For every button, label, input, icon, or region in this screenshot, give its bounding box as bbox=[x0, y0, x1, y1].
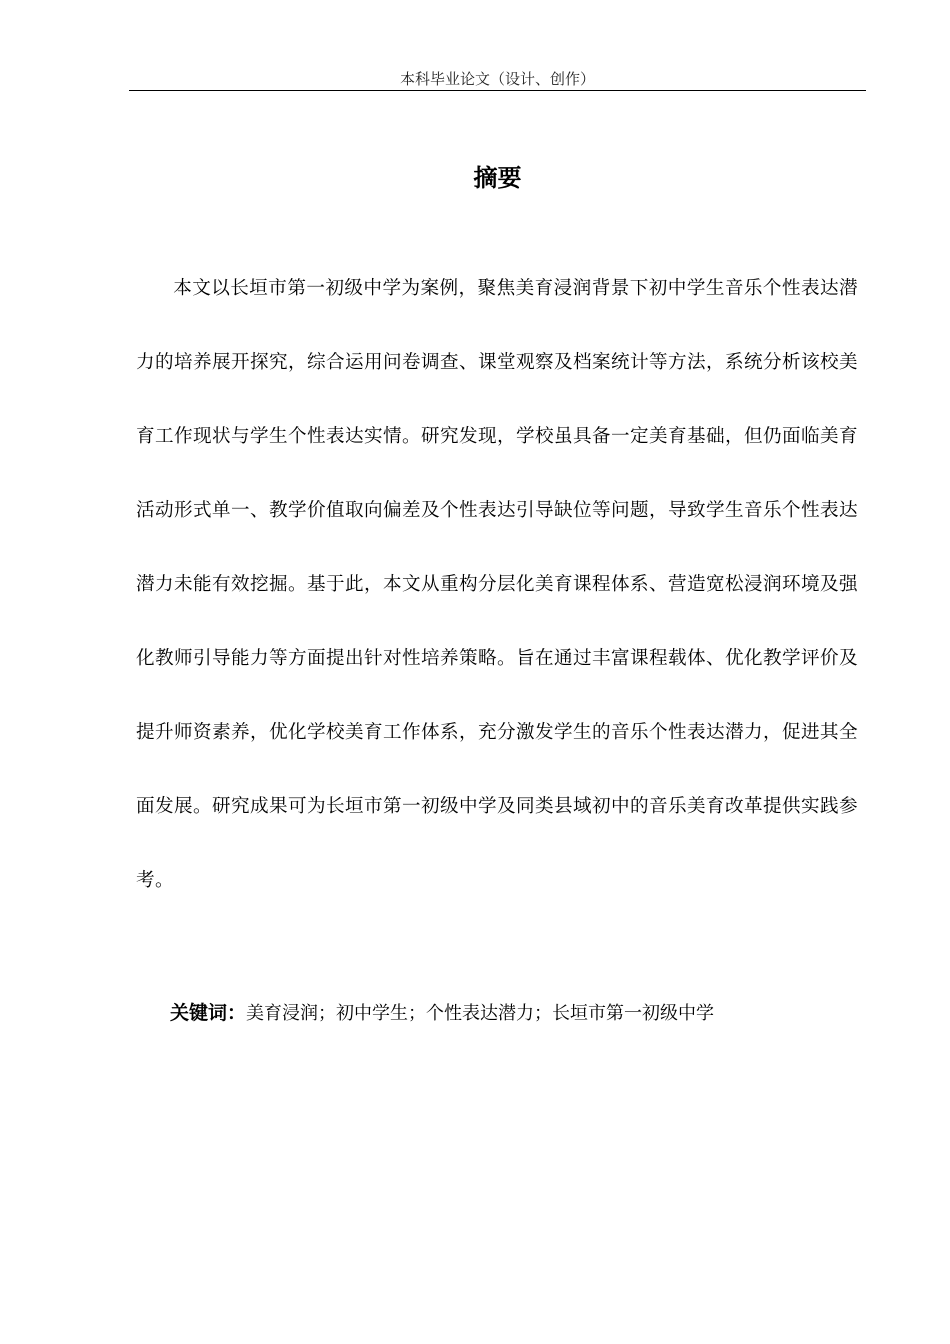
abstract-title: 摘要 bbox=[473, 164, 522, 192]
header-rule bbox=[129, 90, 866, 91]
keywords-label: 关键词： bbox=[170, 1002, 247, 1024]
keywords-value: 美育浸润；初中学生；个性表达潜力；长垣市第一初级中学 bbox=[246, 1003, 715, 1024]
page-header: 本科毕业论文（设计、创作） bbox=[399, 70, 595, 88]
abstract-body: 本文以长垣市第一初级中学为案例，聚焦美育浸润背景下初中学生音乐个性表达潜力的培养展开探究，综合运用问卷调查、课堂观察及档案统计等方法，系统分析该校美育工作现状与学生个性表达实情。研究发现，学校虽具备一定美育基础，但仍面临美育活动形式单一、教学价值取向偏差及个性表达引导缺位等问题，导致学生音乐个性表达潜力未能有效挖掘。基于此，本文从重构分层化美育课程体系、营造宽松浸润环境及强化教师引导能力等方面提出针对性培养策略。旨在通过丰富课程载体、优化教学评价及提升师资素养，优化学校美育工作体系，充分激发学生的音乐个性表达潜力，促进其全面发展。研究成果可为长垣市第一初级中学及同类县域初中的音乐美育改革提供实践参考。 bbox=[136, 278, 858, 891]
keywords-line bbox=[170, 997, 870, 1030]
